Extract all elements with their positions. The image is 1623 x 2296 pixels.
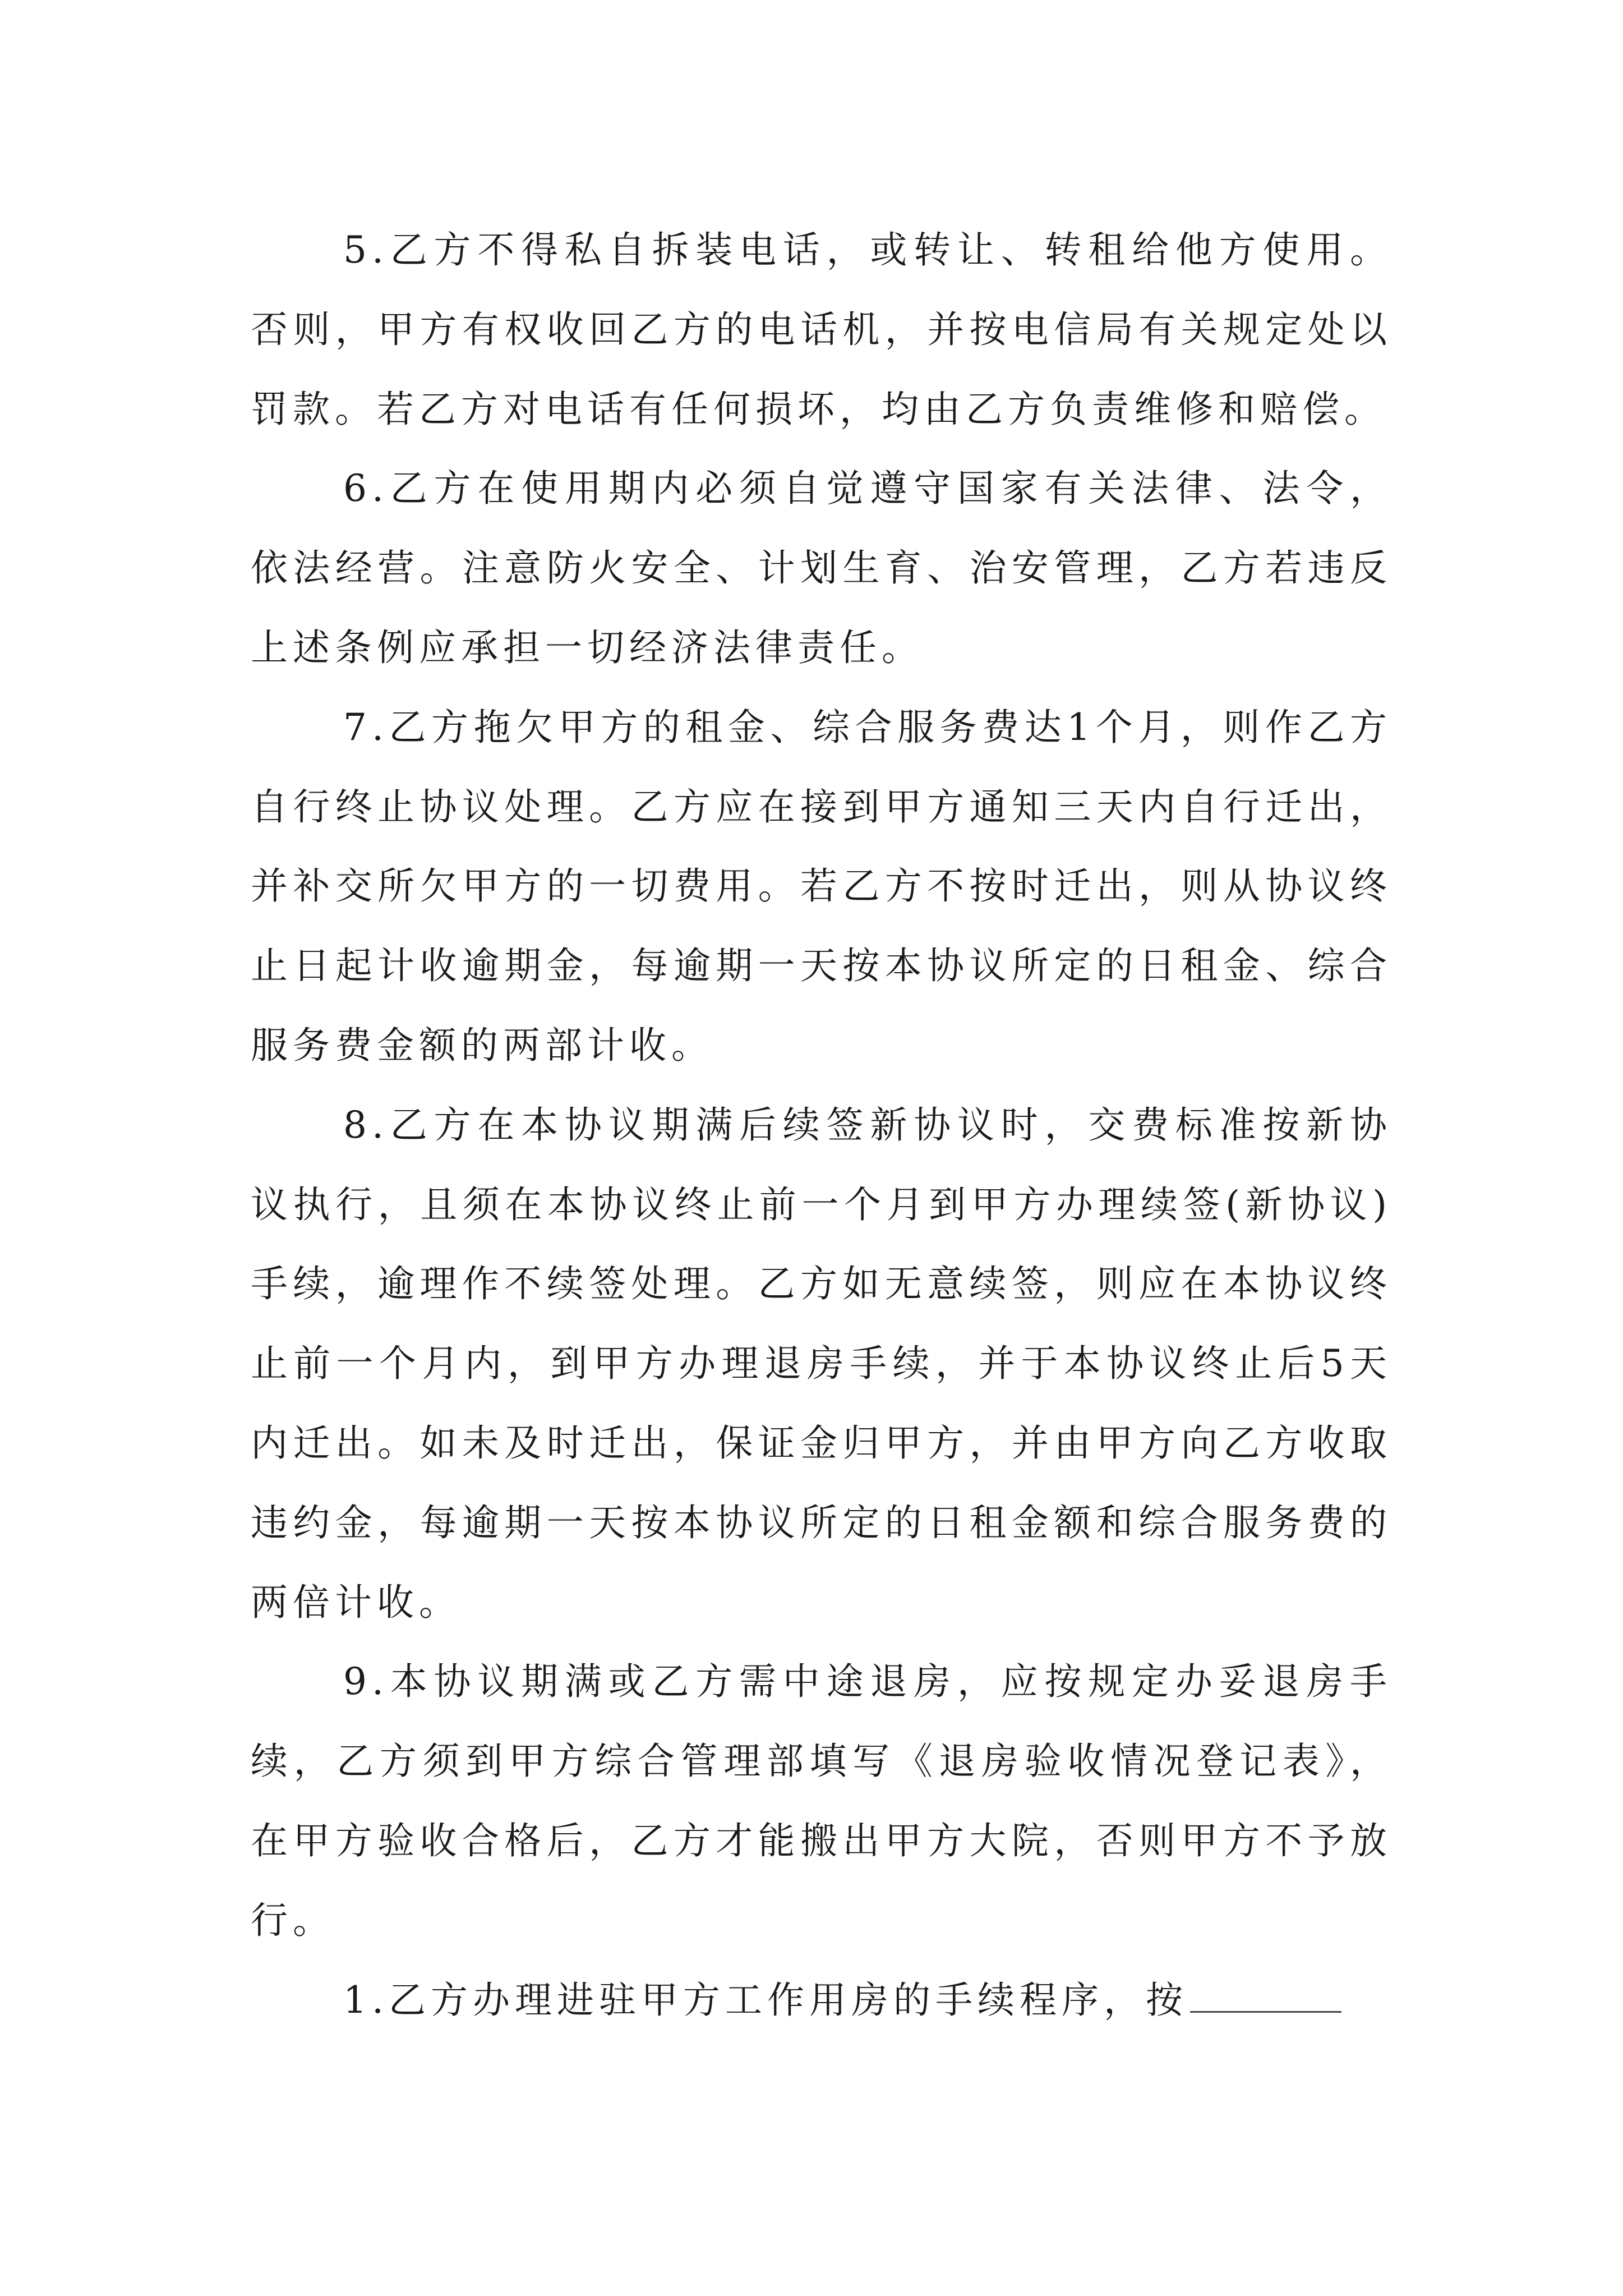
clause-1-text: 1.乙方办理进驻甲方工作用房的手续程序，按 xyxy=(343,1978,1188,2022)
clause-8: 8.乙方在本协议期满后续签新协议时，交费标准按新协议执行，且须在本协议终止前一个月到甲方办理续签(新协议)手续，逾理作不续签处理。乙方如无意续签，则应在本协议终止前一个月内，到甲方办理退房手续，并于本协议终止后5天内迁出。如未及时迁出，保证金归甲方，并由甲方向乙方收取违约金，每逾期一天按本协议所定的日租金额和综合服务费的两倍计收。 xyxy=(251,1103,1392,1624)
clause-9: 9.本协议期满或乙方需中途退房，应按规定办妥退房手续，乙方须到甲方综合管理部填写《退房验收情况登记表》，在甲方验收合格后，乙方才能搬出甲方大院，否则甲方不予放行。 xyxy=(251,1660,1392,1942)
document-body xyxy=(251,210,1392,2040)
clause-1-continued xyxy=(251,1961,1392,2040)
clause-5: 5.乙方不得私自拆装电话，或转让、转租给他方使用。否则，甲方有权收回乙方的电话机，并按电信局有关规定处以罚款。若乙方对电话有任何损坏，均由乙方负责维修和赔偿。 xyxy=(251,228,1392,431)
clause-6: 6.乙方在使用期内必须自觉遵守国家有关法律、法令，依法经营。注意防火安全、计划生育、治安管理，乙方若违反上述条例应承担一切经济法律责任。 xyxy=(251,467,1392,669)
clause-7: 7.乙方拖欠甲方的租金、综合服务费达1个月，则作乙方自行终止协议处理。乙方应在接到甲方通知三天内自行迁出，并补交所欠甲方的一切费用。若乙方不按时迁出，则从协议终止日起计收逾期金，每逾期一天按本协议所定的日租金、综合服务费金额的两部计收。 xyxy=(251,705,1392,1067)
fill-in-blank-line xyxy=(1190,2010,1341,2013)
